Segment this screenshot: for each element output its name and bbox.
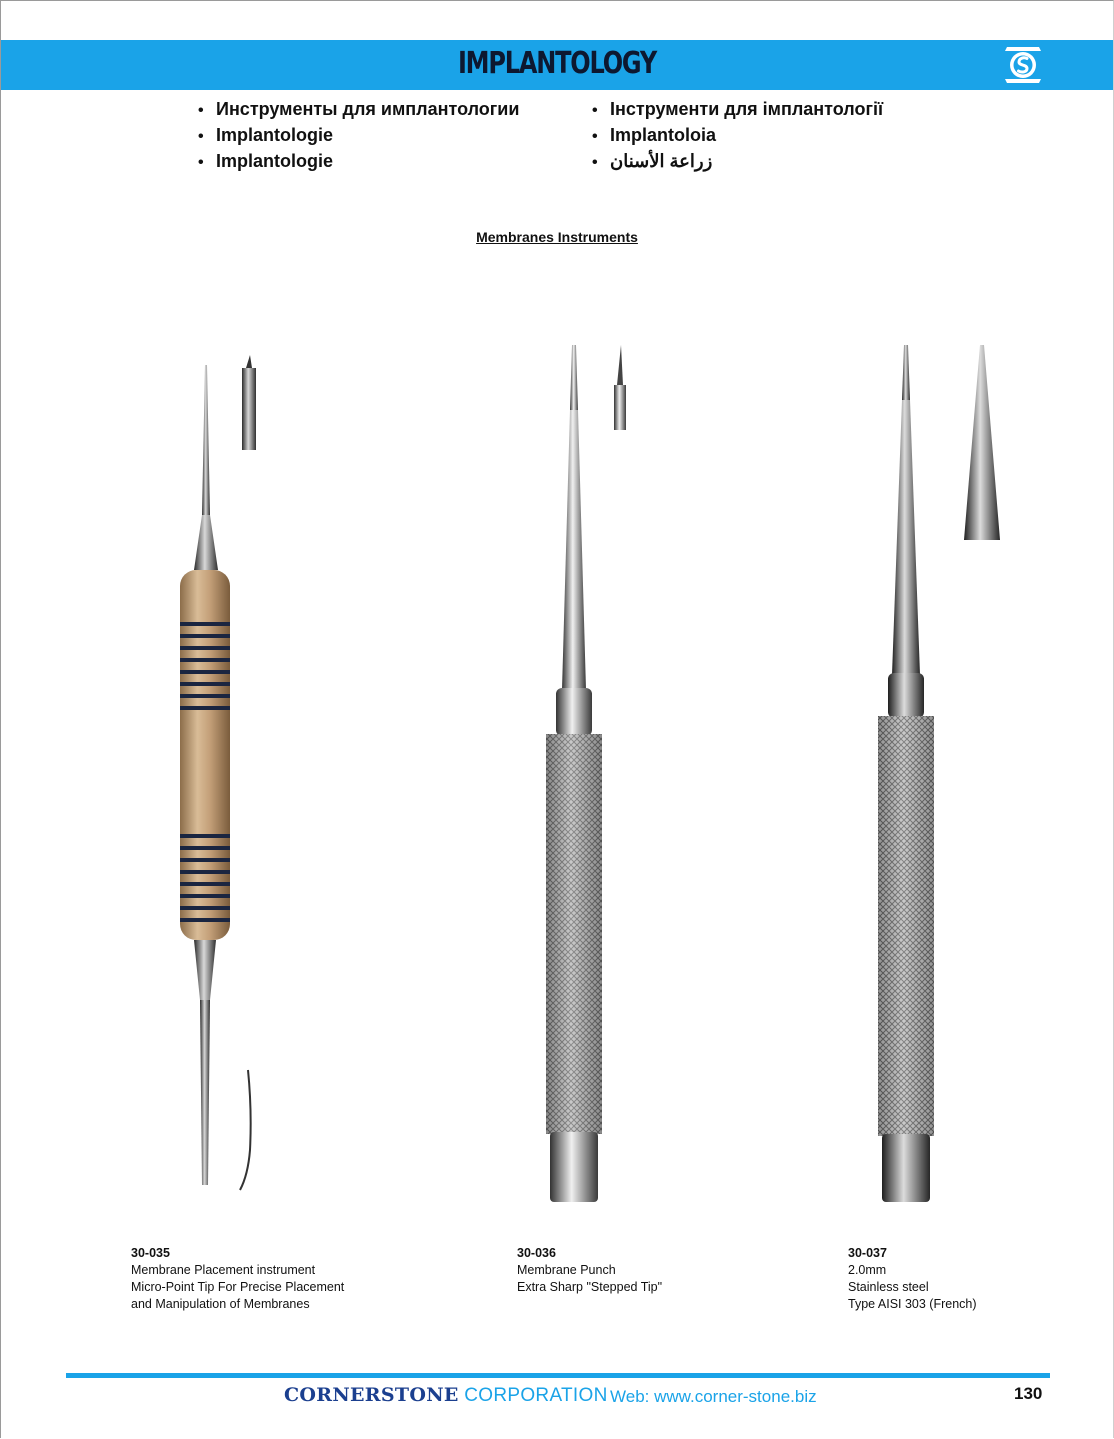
membrane-placement-instrument-icon bbox=[160, 350, 280, 1200]
product-description: Micro-Point Tip For Precise Placement bbox=[131, 1280, 345, 1294]
product-caption bbox=[131, 1245, 344, 1313]
language-item: • Implantologie bbox=[198, 148, 519, 174]
product-description: Membrane Punch bbox=[517, 1263, 616, 1277]
language-item: • Инструменты для имплантологии bbox=[198, 96, 519, 122]
footer-company bbox=[284, 1384, 608, 1407]
header-bar bbox=[1, 40, 1113, 90]
membrane-punch-icon bbox=[520, 340, 640, 1210]
language-item-arabic: • زراعة الأسنان bbox=[592, 148, 883, 174]
language-item: • Implantologie bbox=[198, 122, 519, 148]
cornerstone-logo-icon bbox=[1003, 45, 1043, 85]
footer-divider bbox=[66, 1373, 1050, 1378]
page-title: IMPLANTOLOGY bbox=[457, 46, 657, 81]
product-code: 30-037 bbox=[848, 1246, 887, 1260]
language-item: • Інструменти для імплантології bbox=[592, 96, 883, 122]
language-list-left bbox=[198, 96, 519, 174]
product-description: and Manipulation of Membranes bbox=[131, 1297, 310, 1311]
language-list-right bbox=[592, 96, 883, 174]
company-name: CORNERSTONE bbox=[284, 1384, 459, 1406]
membrane-punch-2mm-icon bbox=[850, 340, 1030, 1210]
product-description: Membrane Placement instrument bbox=[131, 1263, 316, 1277]
company-suffix: CORPORATION bbox=[458, 1385, 608, 1406]
product-code: 30-036 bbox=[517, 1246, 556, 1260]
footer-website-link[interactable]: Web: www.corner-stone.biz bbox=[610, 1387, 817, 1406]
product-description: 2.0mm bbox=[848, 1263, 887, 1277]
product-description: Stainless steel bbox=[848, 1280, 929, 1294]
language-item: • Implantoloia bbox=[592, 122, 883, 148]
section-title: Membranes Instruments bbox=[476, 229, 638, 245]
product-caption bbox=[848, 1245, 977, 1313]
product-description: Type AISI 303 (French) bbox=[848, 1297, 977, 1311]
product-caption bbox=[517, 1245, 662, 1296]
page-number: 130 bbox=[1014, 1384, 1043, 1403]
product-description: Extra Sharp "Stepped Tip" bbox=[517, 1280, 663, 1294]
product-code: 30-035 bbox=[131, 1246, 170, 1260]
